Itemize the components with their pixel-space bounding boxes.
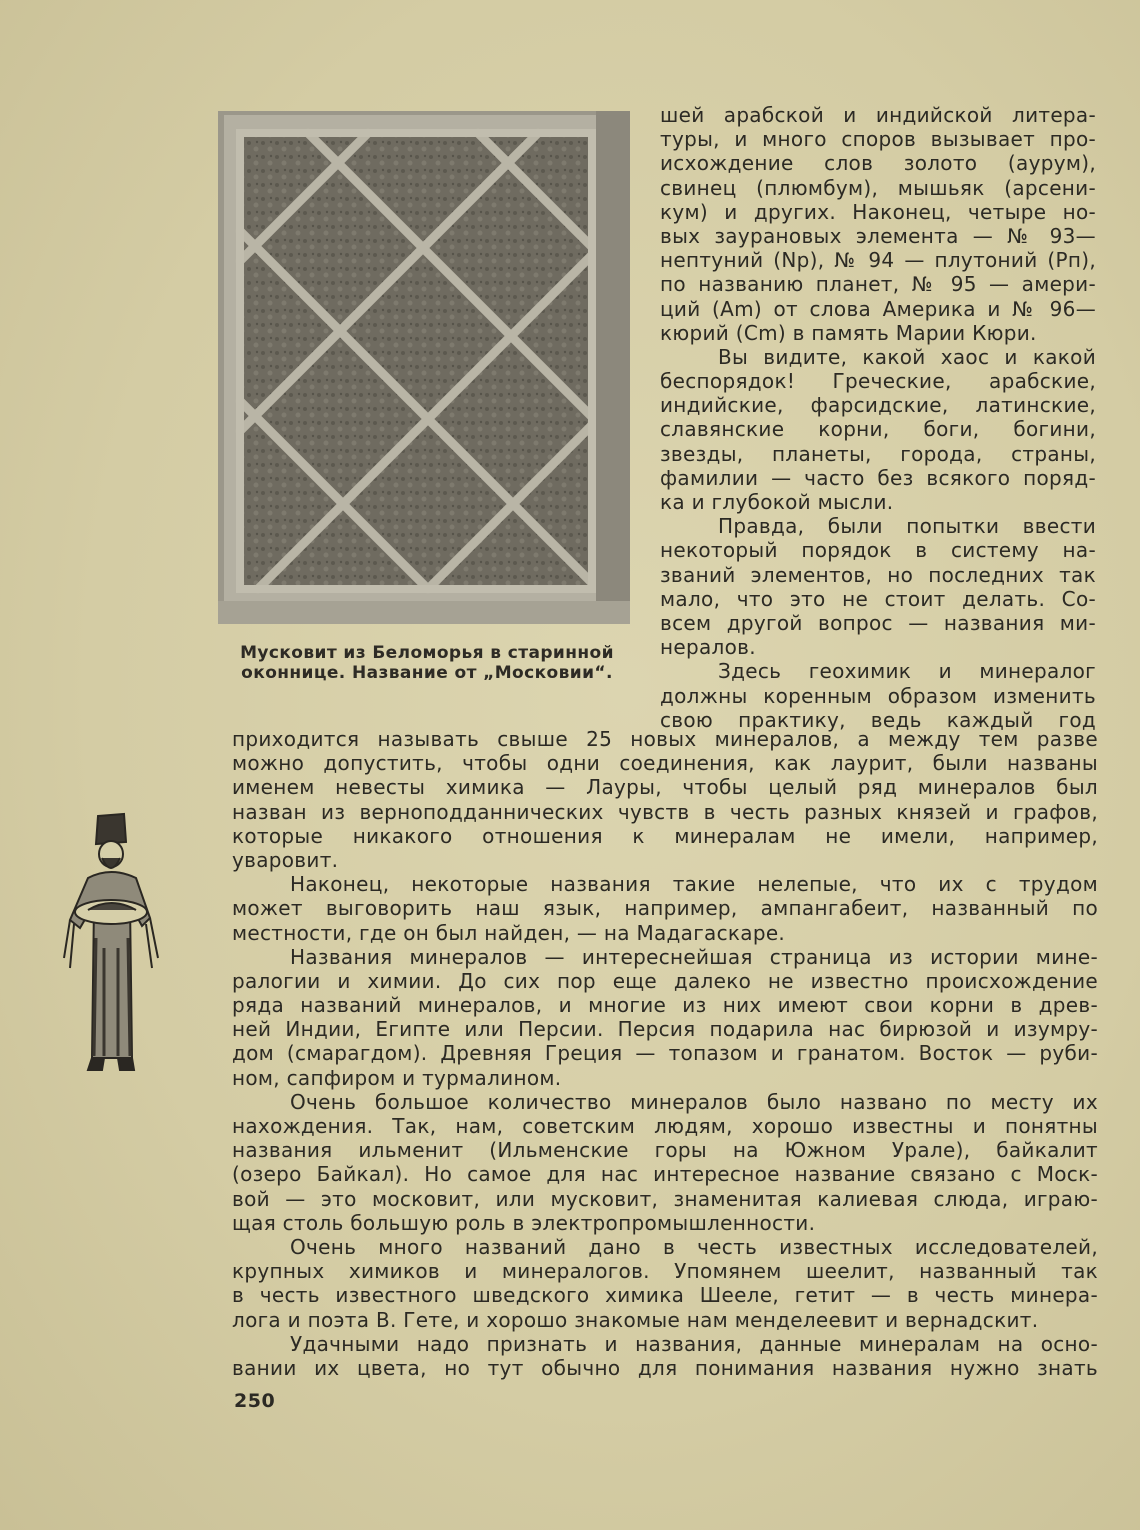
text-line: назван из верноподданнических чувств в честь разных князей и графов, — [232, 799, 1098, 824]
page-number: 250 — [234, 1390, 276, 1412]
text-line: Названия минералов — интереснейшая страница из истории мине- — [290, 944, 1098, 969]
text-line: шей арабской и индийской литера- — [660, 103, 1096, 127]
text-line: кюрий (Cm) в память Марии Кюри. — [660, 320, 1037, 345]
text-line: ций (Am) от слова Америка и № 96— — [660, 296, 1096, 321]
text-line: нептуний (Np), № 94 — плутоний (Pп), — [660, 248, 1096, 273]
text-line: Вы видите, какой хаос и какой — [718, 344, 1096, 369]
text-line: Удачными надо признать и названия, данные минералам на осно- — [290, 1331, 1098, 1356]
caption-line: Мусковит из Беломорья в старинной — [240, 643, 614, 663]
text-line: фамилии — часто без всякого поряд- — [660, 465, 1096, 490]
merchant-figure-icon — [58, 808, 170, 1078]
text-line: свинец (плюмбум), мышьяк (арсени- — [660, 175, 1096, 200]
right-column-text — [660, 103, 1096, 732]
text-line: должны коренным образом изменить — [660, 683, 1096, 708]
text-line: ралогии и химии. До сих пор еще далеко не известно происхождение — [232, 968, 1098, 993]
persian-merchant-illustration — [58, 808, 170, 1078]
text-line: Очень большое количество минералов было названо по месту их — [290, 1089, 1098, 1114]
text-line: по названию планет, № 95 — амери- — [660, 272, 1096, 297]
text-line: кум) и других. Наконец, четыре но- — [660, 199, 1096, 224]
text-line: названия ильменит (Ильменские горы на Южном Урале), байкалит — [232, 1138, 1098, 1163]
text-line: местности, где он был найден, — на Мадагаскаре. — [232, 920, 786, 945]
text-line: вании их цвета, но тут обычно для понимания названия нужно знать — [232, 1355, 1098, 1380]
text-line: свою практику, ведь каждый год — [660, 707, 1096, 732]
text-line: звезды, планеты, города, страны, — [660, 441, 1096, 466]
text-line: исхождение слов золото (аурум), — [660, 151, 1096, 176]
text-line: в честь известного шведского химика Шееле, гетит — в честь минера- — [232, 1283, 1098, 1308]
text-line: щая столь большую роль в электропромышленности. — [232, 1210, 816, 1235]
text-line: всем другой вопрос — названия ми- — [660, 610, 1096, 635]
muscovite-window-photo — [218, 111, 630, 624]
text-line: беспорядок! Греческие, арабские, — [660, 369, 1096, 394]
text-line: нахождения. Так, нам, советским людям, хорошо известны и понятны — [232, 1114, 1098, 1138]
text-line: (озеро Байкал). Но самое для нас интересное название связано с Моск- — [232, 1162, 1098, 1187]
text-line: лога и поэта В. Гете, и хорошо знакомые нам менделеевит и вернадскит. — [232, 1307, 1039, 1332]
text-line: можно допустить, чтобы одни соединения, как лаурит, были названы — [232, 751, 1098, 776]
text-line: уваровит. — [232, 847, 339, 872]
text-line: вой — это московит, или мусковит, знаменитая калиевая слюда, играю- — [232, 1186, 1098, 1211]
text-line: званий элементов, но последних так — [660, 562, 1096, 587]
text-line: ка и глубокой мысли. — [660, 490, 894, 514]
full-width-text — [232, 727, 1098, 1380]
text-line: мало, что это не стоит делать. Со- — [660, 586, 1096, 611]
text-line: индийские, фарсидские, латинские, — [660, 393, 1096, 418]
text-line: туры, и много споров вызывает про- — [660, 127, 1096, 152]
text-line: славянские корни, боги, богини, — [660, 417, 1096, 442]
text-line: может выговорить наш язык, например, ампангабеит, названный по — [232, 896, 1098, 921]
photo-caption — [222, 643, 632, 683]
caption-line: оконнице. Название от „Московии“. — [241, 663, 613, 683]
text-line: именем невесты химика — Лауры, чтобы целый ряд минералов был — [232, 775, 1098, 800]
text-line: ном, сапфиром и турмалином. — [232, 1065, 562, 1090]
text-line: ряда названий минералов, и многие из них имеют свои корни в древ- — [232, 993, 1098, 1018]
text-line: вых зaурановых элемента — № 93— — [660, 223, 1096, 248]
text-line: которые никакого отношения к минералам не имели, например, — [232, 823, 1098, 848]
text-line: некоторый порядок в систему на- — [660, 538, 1096, 563]
text-line: дом (смарагдом). Древняя Греция — топазом и гранатом. Восток — руби- — [232, 1041, 1098, 1066]
text-line: Правда, были попытки ввести — [718, 514, 1096, 539]
text-line: Наконец, некоторые названия такие нелепые, что их с трудом — [290, 872, 1098, 897]
text-line: ней Индии, Египте или Персии. Персия подарила нас бирюзой и изумру- — [232, 1017, 1098, 1042]
text-line: приходится называть свыше 25 новых минералов, а между тем разве — [232, 727, 1098, 751]
text-line: Здесь геохимик и минералог — [718, 659, 1096, 684]
text-line: нералов. — [660, 635, 756, 660]
text-line: крупных химиков и минералогов. Упомянем шеелит, названный так — [232, 1259, 1098, 1284]
window-image — [218, 111, 630, 624]
text-line: Очень много названий дано в честь известных исследователей, — [290, 1234, 1098, 1259]
